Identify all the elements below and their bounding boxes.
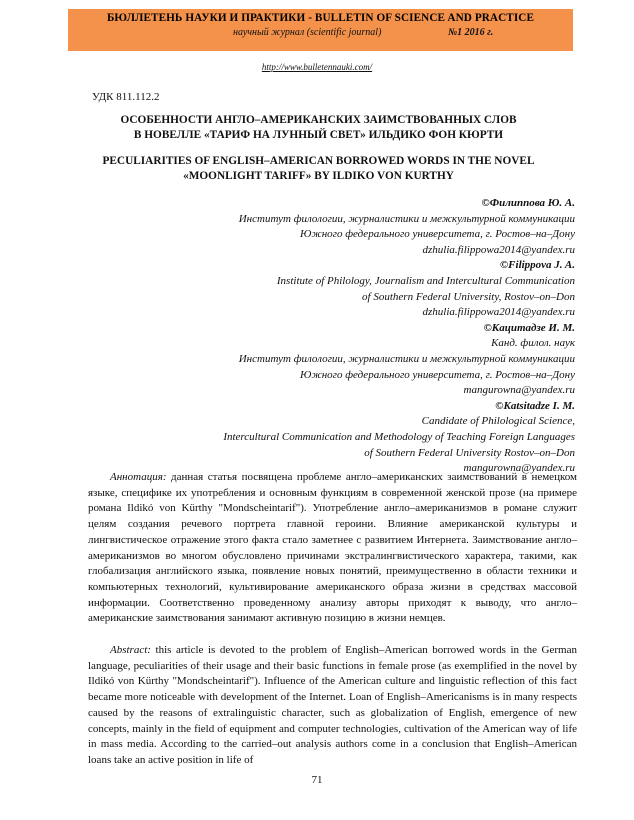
title-en-line: PECULIARITIES OF ENGLISH–AMERICAN BORROWED WORDS IN THE NOVEL [102,155,535,167]
author-email-link[interactable]: mangurowna@yandex.ru [463,384,575,397]
author-affiliation: Институт филологии, журналистики и межкультурной коммуникации [238,212,575,225]
abstract-ru-label: Аннотация: [110,471,167,483]
abstract-ru-text: данная статья посвящена проблеме англо–американских заимствований в немецком языке, специфике их употребления и основным функциям в современной женской прозе (на примере романа Ildikó von Kürthy "Mondscheintarif"). Употребление англо–американизмов в романе служит целям создания речевого портрета главной героини. Влияние американской культуры и лингвистическое отражение этого факта стало заметнее с развитием Интернета. Заимствование англо–американизмов во многом обусловлено причинами экстралингвистического характера, такими, как глобализация английского языка, появление новых понятий, преимущественно в области техники и компьютерных технологий, культивирование американского образа жизни в средствах массовой информации. Соответственно проведенному анализу авторы приходят к выводу, что англо–американские заимствования занимают активную позицию в жизни немцев. [88,471,577,625]
journal-title: БЮЛЛЕТЕНЬ НАУКИ И ПРАКТИКИ - BULLETIN OF SCIENCE AND PRACTICE [106,12,535,24]
abstract-en [88,643,577,769]
article-title-en [66,154,571,184]
author-affiliation: of Southern Federal University, Rostov–on–Don [362,290,575,303]
author-name: ©Filippova J. A. [499,259,575,272]
author-affiliation: of Southern Federal University Rostov–on–Don [364,446,575,459]
author-affiliation: Южного федерального университета, г. Ростов–на–Дону [300,228,575,241]
journal-subtitle: научный журнал (scientific journal) [233,27,382,38]
title-ru-line: ОСОБЕННОСТИ АНГЛО–АМЕРИКАНСКИХ ЗАИМСТВОВАННЫХ СЛОВ [120,114,517,126]
author-email-link[interactable]: dzhulia.filippowa2014@yandex.ru [422,243,575,256]
abstract-en-text: this article is devoted to the problem of English–American borrowed words in the German language, peculiarities of their usage and their basic functions in female prose (as exemplified in the novel by Ildikó von Kürthy "Mondscheintarif"). Influence of the American culture and linguistic reflection of this fact became more noticeable with development of the Internet. Loan of English–Americanisms is in many respects caused by the reasons of extralinguistic character, such as globalization of English, emergence of new concepts, mainly in the field of equipment and computer technologies, cultivation of the American way of life in mass media. According to the carried–out analysis authors come in a conclusion that English–American loans take an active position in life of [88,644,577,766]
page-number: 71 [311,774,323,786]
author-name: ©Кацитадзе И. М. [483,321,575,334]
author-block [95,196,575,477]
journal-url-link[interactable]: http://www.bulletennauki.com/ [261,62,373,72]
author-affiliation: Институт филологии, журналистики и межкультурной коммуникации [238,352,575,365]
author-name: ©Филиппова Ю. А. [481,197,575,209]
author-affiliation: Intercultural Communication and Methodology of Teaching Foreign Languages [223,430,575,443]
author-degree: Candidate of Philological Science, [421,415,575,428]
author-email-link[interactable]: mangurowna@yandex.ru [463,462,575,475]
author-name: ©Katsitadze I. M. [495,399,575,412]
journal-issue: №1 2016 г. [448,27,494,38]
udc-code: УДК 811.112.2 [92,91,160,103]
author-affiliation: Южного федерального университета, г. Ростов–на–Дону [300,368,575,381]
author-affiliation: Institute of Philology, Journalism and Intercultural Communication [276,274,575,287]
author-email-link[interactable]: dzhulia.filippowa2014@yandex.ru [422,306,575,319]
author-degree: Канд. филол. наук [491,337,575,350]
abstract-en-label: Abstract: [110,644,151,656]
article-title-ru [66,113,571,143]
journal-header-banner [68,9,573,51]
title-en-line: «MOONLIGHT TARIFF» BY ILDIKO VON KURTHY [183,170,454,182]
title-ru-line: В НОВЕЛЛЕ «ТАРИФ НА ЛУННЫЙ СВЕТ» ИЛЬДИКО ФОН КЮРТИ [133,129,504,141]
abstract-ru [88,470,577,627]
